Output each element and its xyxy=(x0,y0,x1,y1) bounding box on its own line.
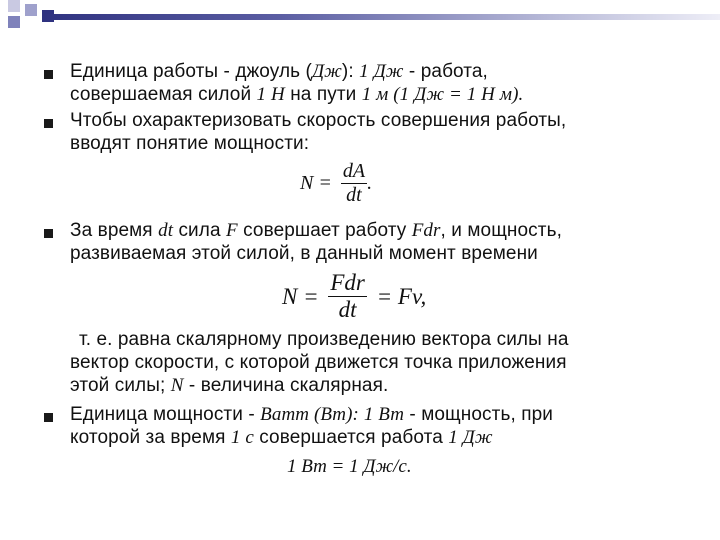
formula1-denominator: dt xyxy=(346,184,362,206)
formula2-denominator: dt xyxy=(338,297,357,322)
formula1-numerator: dA xyxy=(342,160,366,182)
p4-line2 xyxy=(70,427,493,449)
p3-line2: развиваемая этой силой, в данный момент времени xyxy=(70,243,538,264)
bullet-1 xyxy=(44,70,53,79)
deco-gradient-bar xyxy=(44,14,720,20)
formula2-rhs: = Fv, xyxy=(376,283,427,309)
text: Дж xyxy=(311,61,342,82)
formula-watt-definition: 1 Вт = 1 Дж/с. xyxy=(287,456,412,477)
deco-square-2 xyxy=(25,4,37,16)
text: 1 Дж xyxy=(359,61,404,82)
text: N xyxy=(170,375,184,396)
p3cont-line3 xyxy=(70,375,388,397)
text: - величина скалярная. xyxy=(183,375,389,396)
bullet-3 xyxy=(44,229,53,238)
p3cont-line1: т. е. равна скалярному произведению вектора силы на xyxy=(79,329,569,350)
p1-line2 xyxy=(70,84,523,106)
text: За время xyxy=(70,220,159,241)
text: 1 м (1 Дж = 1 Н м). xyxy=(361,84,524,105)
text: Fdr xyxy=(411,220,441,241)
text: dt xyxy=(158,220,174,241)
text: , и мощность, xyxy=(440,220,562,241)
bullet-2 xyxy=(44,119,53,128)
p2-line2: вводят понятие мощности: xyxy=(70,133,310,154)
title-decoration xyxy=(0,0,720,26)
bullet-4 xyxy=(44,413,53,422)
text: совершается работа xyxy=(253,427,449,448)
formula-power-definition xyxy=(300,160,372,207)
formula2-lhs: N = xyxy=(282,283,319,309)
text: совершает работу xyxy=(237,220,412,241)
text: на пути xyxy=(284,84,362,105)
text: Ватт (Вт): 1 Вт xyxy=(260,404,405,425)
text: 1 Дж xyxy=(448,427,493,448)
deco-square-1 xyxy=(8,0,20,12)
deco-square-3 xyxy=(8,16,20,28)
formula1-lhs: N = xyxy=(300,172,332,194)
formula2-fraction xyxy=(328,270,367,323)
p1-line1 xyxy=(70,61,488,83)
text: F xyxy=(226,220,238,241)
text: 1 с xyxy=(230,427,254,448)
text: которой за время xyxy=(70,427,231,448)
formula1-fraction xyxy=(341,160,367,207)
formula1-dot: . xyxy=(367,172,373,194)
text: этой силы; xyxy=(70,375,171,396)
p2-line1: Чтобы охарактеризовать скорость совершения работы, xyxy=(70,110,567,131)
text: Единица работы - джоуль ( xyxy=(70,61,312,82)
text: совершаемая силой xyxy=(70,84,257,105)
text: ): xyxy=(341,61,354,82)
p4-line1 xyxy=(70,404,553,426)
text: сила xyxy=(173,220,227,241)
formula-power-force-velocity xyxy=(282,270,426,323)
text: Единица мощности - xyxy=(70,404,261,425)
p3cont-line2: вектор скорости, с которой движется точка приложения xyxy=(70,352,567,373)
text: - мощность, при xyxy=(404,404,553,425)
p3-line1 xyxy=(70,220,562,242)
text: 1 Н xyxy=(256,84,285,105)
text: - работа, xyxy=(403,61,488,82)
formula2-numerator: Fdr xyxy=(330,270,365,295)
